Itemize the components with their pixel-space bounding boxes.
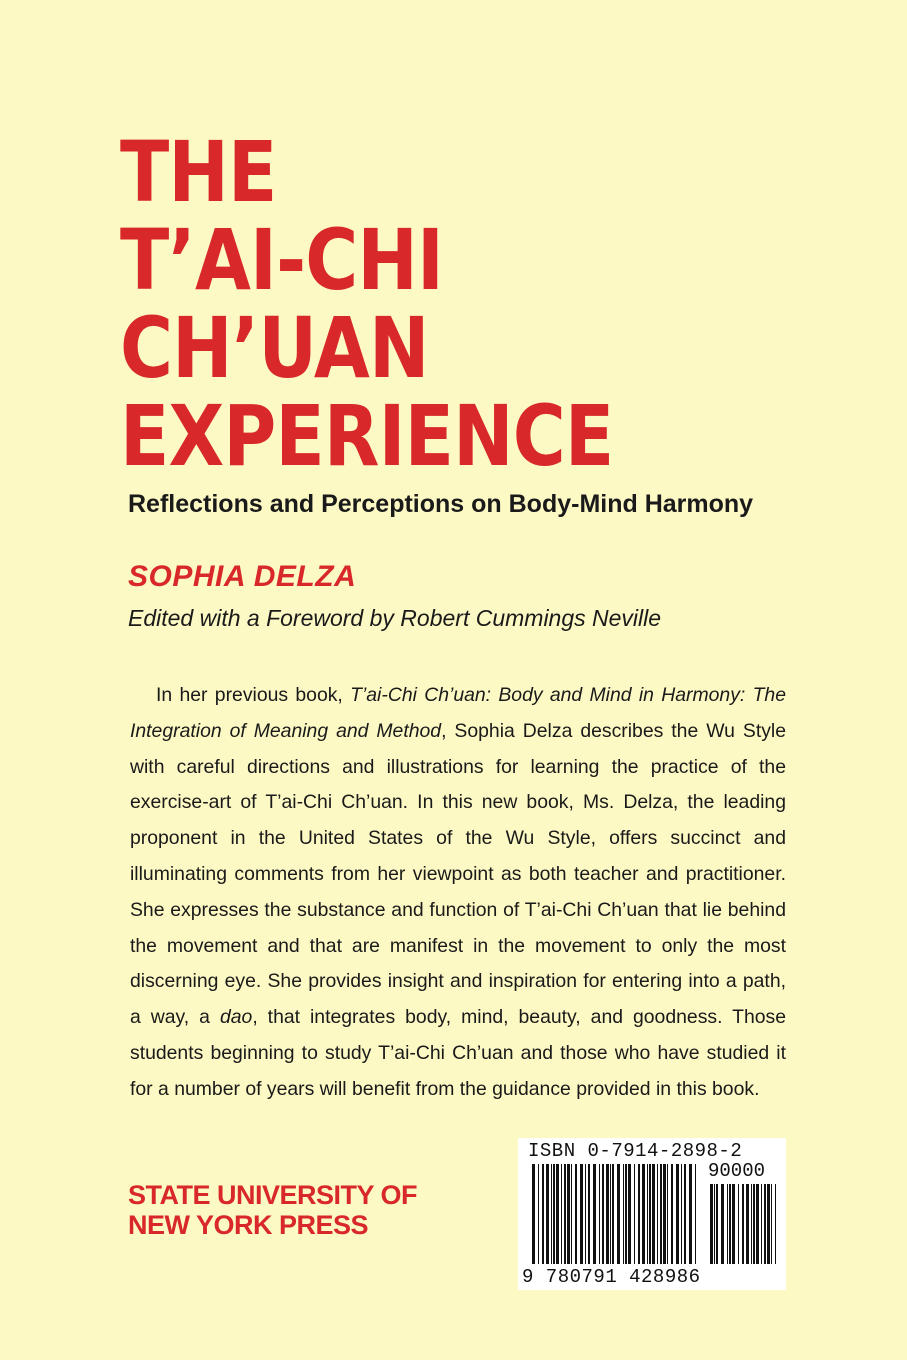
barcode-bar	[676, 1164, 679, 1264]
barcode-bar	[623, 1164, 624, 1264]
barcode-bar	[681, 1164, 682, 1264]
barcode-bar	[738, 1184, 739, 1264]
barcode-bar	[575, 1164, 577, 1264]
barcode-bar	[721, 1184, 724, 1264]
barcode-bar	[716, 1184, 718, 1264]
barcode-bar	[642, 1164, 645, 1264]
blurb-paragraph	[130, 678, 786, 1108]
publisher-line: STATE UNIVERSITY OF	[128, 1180, 418, 1210]
barcode-bar	[663, 1164, 666, 1264]
barcode-bar	[580, 1164, 583, 1264]
ean-number: 9 780791 428986	[522, 1266, 701, 1288]
barcode-bar	[556, 1164, 559, 1264]
barcode-bar	[761, 1184, 762, 1264]
barcode-bar	[751, 1184, 752, 1264]
barcode-bar	[746, 1184, 749, 1264]
barcode-bar	[546, 1164, 549, 1264]
barcode-bar	[756, 1184, 759, 1264]
barcode-bar	[610, 1164, 611, 1264]
barcode-bar	[771, 1184, 772, 1264]
barcode-bar	[567, 1164, 570, 1264]
barcode-bar	[695, 1164, 696, 1264]
barcode-bar	[732, 1184, 735, 1264]
barcode-bar	[585, 1164, 586, 1264]
barcode-bar	[775, 1184, 776, 1264]
barcode-bar	[638, 1164, 640, 1264]
barcode-bar	[602, 1164, 604, 1264]
editor-credit: Edited with a Foreword by Robert Cummings Neville	[128, 605, 662, 631]
barcode-bar	[667, 1164, 668, 1264]
barcode-bar	[710, 1184, 713, 1264]
barcode-bar	[553, 1164, 555, 1264]
publisher-line: NEW YORK PRESS	[128, 1210, 369, 1240]
barcode-bar	[714, 1184, 715, 1264]
barcode-bar	[729, 1184, 731, 1264]
book-subtitle: Reflections and Perceptions on Body-Mind Harmony	[128, 490, 754, 518]
blurb-text: In her previous book,	[156, 684, 351, 706]
barcode-bar	[649, 1164, 651, 1264]
barcode-bar	[588, 1164, 590, 1264]
barcode-bar	[617, 1164, 620, 1264]
barcode-bar	[671, 1164, 673, 1264]
barcode-bar	[652, 1164, 655, 1264]
barcode-bar	[625, 1164, 627, 1264]
blurb-text: , that integrates body, mind, beauty, and goodness. Those students beginning to study T’ai-Chi Ch’uan and those who have studied it for a number of years will benefit from the guidance provided in this book.	[130, 1006, 786, 1100]
barcode-bar	[742, 1184, 744, 1264]
barcode-bar	[660, 1164, 662, 1264]
barcode-bar	[606, 1164, 609, 1264]
barcode-bar	[657, 1164, 658, 1264]
title-line: EXPERIENCE	[120, 387, 614, 485]
book-title	[120, 123, 614, 485]
isbn-number: ISBN 0-7914-2898-2	[528, 1140, 743, 1162]
barcode-bar	[753, 1184, 755, 1264]
barcode-bar	[551, 1164, 552, 1264]
barcode-bar	[571, 1164, 572, 1264]
barcode-bar	[727, 1184, 728, 1264]
barcode-bar	[532, 1164, 535, 1264]
barcode-bar	[764, 1184, 766, 1264]
title-line: T’AI-CHI	[120, 211, 443, 309]
barcode-bar	[612, 1164, 614, 1264]
title-line: THE	[120, 123, 277, 221]
author-name: SOPHIA DELZA	[128, 560, 357, 593]
barcode-bar	[647, 1164, 648, 1264]
barcode-bar	[561, 1164, 562, 1264]
barcode-bar	[689, 1164, 692, 1264]
barcode-bar	[634, 1164, 635, 1264]
isbn-barcode	[518, 1138, 786, 1290]
blurb-book-title: T’ai-Chi Ch’uan: Body and Mind in Harmony: The Integration of Meaning and Method	[130, 684, 786, 742]
barcode-bar	[538, 1164, 539, 1264]
barcode-bar	[599, 1164, 600, 1264]
barcode-bar	[564, 1164, 566, 1264]
publisher-name	[128, 1180, 417, 1240]
barcode-bar	[542, 1164, 544, 1264]
blurb-dao-term: dao	[219, 1006, 253, 1029]
barcode-bar	[767, 1184, 770, 1264]
barcode-bar	[684, 1164, 686, 1264]
price-code: 90000	[708, 1160, 766, 1182]
blurb-text: , Sophia Delza describes the Wu Style with careful directions and illustrations for learning the practice of the exercise-art of T’ai-Chi Ch’uan. In this new book, Ms. Delza, the leading proponent in the United States of the Wu Style, offers succinct and illuminating comments from her viewpoint as both teacher and practitioner. She expresses the substance and function of T’ai-Chi Ch’uan that lie behind the movement and that are manifest in the movement to only the most discerning eye. She provides insight and inspiration for entering into a path, a way, a	[130, 719, 786, 1029]
barcode-bar	[593, 1164, 596, 1264]
title-line: CH’UAN	[120, 299, 429, 397]
barcode-bar	[628, 1164, 631, 1264]
